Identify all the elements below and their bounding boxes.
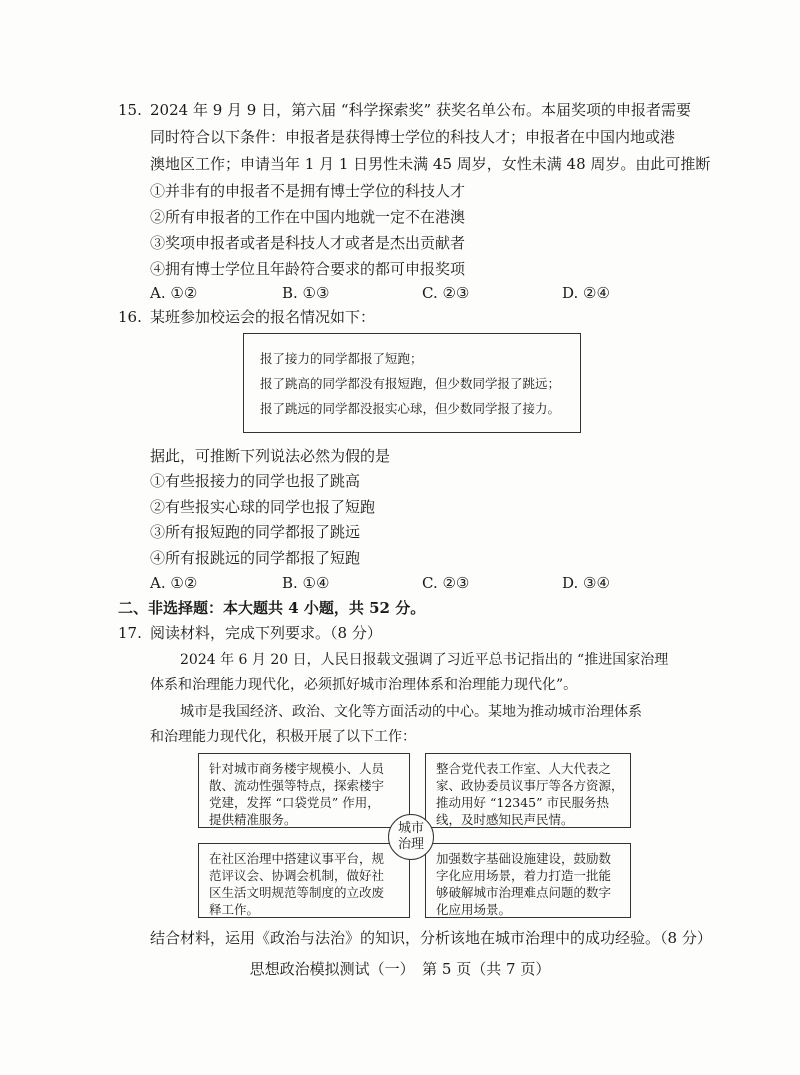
page-footer: 思想政治模拟测试（一） 第 5 页（共 7 页） [249,960,551,978]
q15-option-a: A. ①② [150,284,198,302]
q17-box-bl-line: 释工作。 [209,902,260,917]
q16-item-2: ②有些报实心球的同学也报了短跑 [150,498,376,516]
q17-box-bl-line: 区生活文明规范等制度的立改废 [209,885,385,900]
q17-box-br-line: 加强数字基础设施建设，鼓励数 [436,851,612,866]
q17-box-br-line: 化应用场景。 [436,902,512,917]
q17-box-tl-line: 提供精准服务。 [209,812,297,827]
q16-option-d: D. ③④ [562,574,610,592]
q17-box-tl-line: 散、流动性强等特点，探索楼宇 [209,778,385,793]
q16-option-a: A. ①② [150,574,198,592]
q15-stem-line-2: 同时符合以下条件：申报者是获得博士学位的科技人才；申报者在中国内地或港 [150,128,676,146]
q15-item-2: ②所有申报者的工作在中国内地就一定不在港澳 [150,208,466,226]
q17-box-tr-line: 整合党代表工作室、人大代表之 [436,761,612,776]
q16-info-box [243,333,581,433]
q17-para2-line-1: 城市是我国经济、政治、文化等方面活动的中心。某地为推动城市治理体系 [180,704,642,720]
q16-box-line-1: 报了接力的同学都报了短跑； [260,351,423,366]
q17-para2-line-2: 和治理能力现代化，积极开展了以下工作： [150,729,416,745]
q17-box-bottom-right [425,843,631,918]
q15-option-b: B. ①③ [282,284,330,302]
q17-para1-line-1: 2024 年 6 月 20 日，人民日报载文强调了习近平总书记指出的 “推进国家治理 [180,652,669,668]
q17-box-tr-line: 推动用好 “12345” 市民服务热 [436,795,609,810]
q17-box-bl-line: 在社区治理中搭建议事平台，规 [209,851,385,866]
q17-stem: 阅读材料，完成下列要求。（8 分） [150,624,382,642]
q17-box-tl-line: 党建，发挥 “口袋党员” 作用， [209,795,380,810]
q16-stem: 某班参加校运会的报名情况如下： [150,308,376,326]
q15-option-d: D. ②④ [562,284,610,302]
q17-number: 17. [118,624,142,642]
center-label-line-1: 城市 [397,821,424,836]
q15-item-4: ④拥有博士学位且年龄符合要求的都可申报奖项 [150,260,466,278]
q16-number: 16. [118,308,142,326]
center-label-line-2: 治理 [397,837,424,852]
q17-center-circle [388,814,434,860]
q16-item-3: ③所有报短跑的同学都报了跳远 [150,523,361,541]
q16-option-c: C. ②③ [422,574,470,592]
q16-box-line-2: 报了跳高的同学都没有报短跑，但少数同学报了跳远； [260,376,561,391]
q15-item-3: ③奖项申报者或者是科技人才或者是杰出贡献者 [150,234,466,252]
q15-stem-line-1: 2024 年 9 月 9 日，第六届 “科学探索奖” 获奖名单公布。本届奖项的申报者需要 [150,101,691,119]
q17-box-top-right [425,753,631,828]
section-2-title: 二、非选择题：本大题共 4 小题，共 52 分。 [118,599,426,617]
q15-item-1: ①并非有的申报者不是拥有博士学位的科技人才 [150,182,466,200]
q16-item-4: ④所有报跳远的同学都报了短跑 [150,549,361,567]
q17-box-br-line: 够破解城市治理难点问题的数字 [436,885,612,900]
q16-box-line-3: 报了跳远的同学都没报实心球，但少数同学报了接力。 [260,401,561,416]
q16-question: 据此，可推断下列说法必然为假的是 [150,447,391,465]
q17-box-br-line: 字化应用场景，着力打造一批能 [436,868,612,883]
q15-option-c: C. ②③ [422,284,470,302]
q17-box-top-left [198,753,410,828]
q17-para1-line-2: 体系和治理能力现代化，必须抓好城市治理体系和治理能力现代化”。 [150,677,578,693]
q17-box-bl-line: 范评议会、协调会机制，做好社 [209,868,385,883]
q16-option-b: B. ①④ [282,574,330,592]
q15-number: 15. [118,101,142,119]
q17-box-bottom-left [198,843,410,918]
q17-box-tr-line: 线，及时感知民声民情。 [436,812,574,827]
q15-stem-line-3: 澳地区工作；申请当年 1 月 1 日男性未满 45 周岁，女性未满 48 周岁。由此可推断 [150,155,711,173]
q17-box-tl-line: 针对城市商务楼宇规模小、人员 [209,761,385,776]
q17-question: 结合材料，运用《政治与法治》的知识，分析该地在城市治理中的成功经验。（8 分） [150,929,712,947]
q16-item-1: ①有些报接力的同学也报了跳高 [150,472,361,490]
q17-box-tr-line: 家、政协委员议事厅等各方资源， [436,778,624,793]
